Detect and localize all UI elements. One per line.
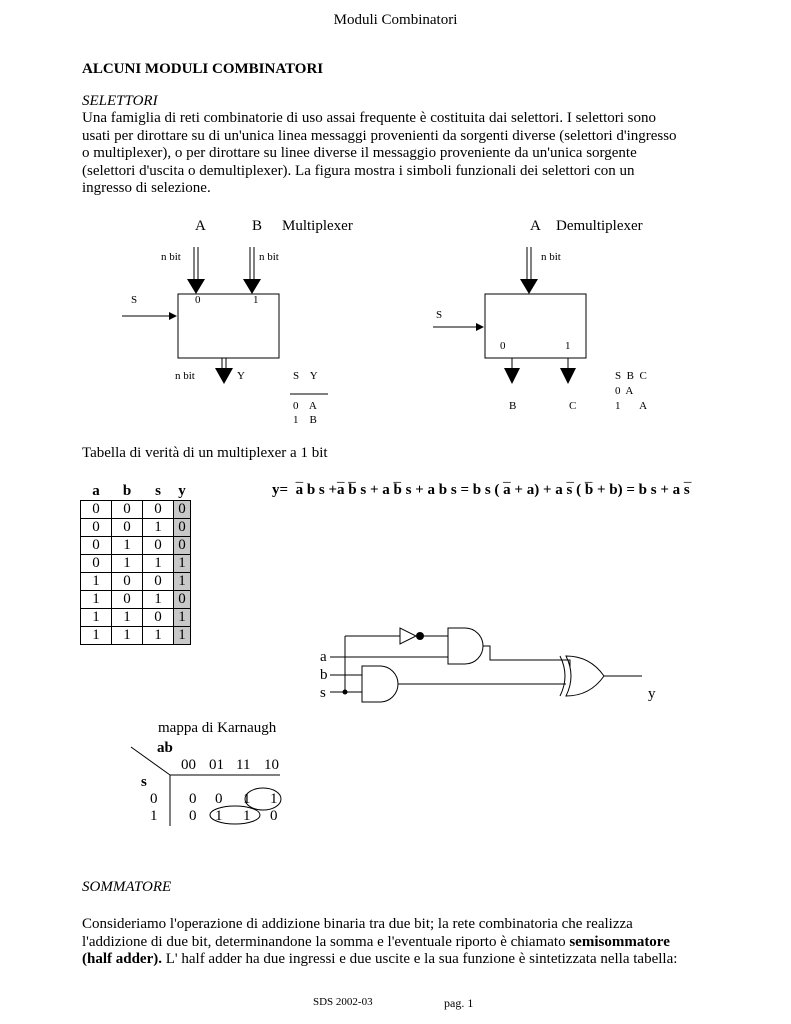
table-cell: 1 [81,627,112,645]
and-gate-1 [448,628,483,664]
table-cell: 1 [81,591,112,609]
selettori-line: ingresso di selezione. [82,180,211,196]
table-cell: 1 [143,555,174,573]
table-cell: 1 [143,627,174,645]
circuit-input-s: s [320,685,326,701]
mux-port-0: 0 [195,294,201,306]
formula-term: b [306,482,316,498]
mux-input-a-arrow [187,247,205,294]
karnaugh-col-header: 00 [181,757,196,773]
section-heading-selettori: SELETTORI [82,93,158,109]
formula-term: a [382,482,390,498]
table-cell: 1 [112,609,143,627]
selettori-line: Una famiglia di reti combinatorie di uso assai frequente è costituita dai selettori. I selettori sono [82,110,656,126]
mux-table-header: S Y [293,370,318,382]
not-gate [400,628,416,644]
mux-nbit-b: n bit [259,251,279,263]
karnaugh-group-ellipse [210,806,260,824]
formula-term: ( [576,482,582,498]
table-cell: 0 [81,519,112,537]
table-cell: 0 [174,537,191,555]
table-cell: 1 [81,573,112,591]
table-cell: 1 [112,627,143,645]
table-cell: 1 [143,591,174,609]
section-heading-sommatore: SOMMATORE [82,879,172,895]
karnaugh-ab-label: ab [157,740,173,756]
demux-block [485,294,586,358]
formula-term: _ b [394,482,402,499]
formula-term: + b) = b s + a [596,482,681,498]
karnaugh-cell: 1 [270,791,278,807]
mux-block [178,294,279,358]
formula-term: _ b [585,482,593,499]
table-cell: 0 [143,573,174,591]
mux-nbit-a: n bit [161,251,181,263]
page-header: Moduli Combinatori [333,12,458,28]
mux-select-label: S [131,294,138,306]
formula-term: _ s [567,482,573,499]
table-cell: 0 [174,501,191,519]
column-header-y: y [178,482,186,499]
table-cell: 0 [112,519,143,537]
formula-term: _ a [503,482,511,499]
formula-term: _ s [684,482,690,499]
circuit-input-a: a [320,649,327,665]
formula-term: a b s = b s ( [427,482,500,498]
formula-term: + a) + a [514,482,563,498]
demux-output-c-label: C [569,400,577,412]
mux-table-row: 1 B [293,414,317,426]
table-cell: 0 [143,501,174,519]
table-cell: 0 [143,609,174,627]
karnaugh-cell: 0 [189,808,197,824]
table-cell: 0 [174,591,191,609]
table-cell: 0 [81,501,112,519]
column-header-s: s [155,482,161,499]
demux-table-row: 0 A [615,385,634,397]
karnaugh-cell: 1 [243,808,251,824]
selettori-line: o multiplexer), o per dirottare su linee diverse il messaggio proveniente da un'unica sorgente [82,145,637,161]
karnaugh-col-header: 10 [264,757,279,773]
table-cell: 1 [174,627,191,645]
table-cell: 0 [112,591,143,609]
demux-title: Demultiplexer [556,218,643,234]
table-cell: 0 [143,537,174,555]
mux-logic-circuit [330,628,642,702]
column-header-b: b [122,482,132,499]
wire-junction [343,690,348,695]
demux-table-header: S B C [615,370,647,382]
mux-table-row: 0 A [293,400,317,412]
demux-nbit-in: n bit [541,251,561,263]
demux-table-row: 1 A [615,400,648,412]
selettori-line: usati per dirottare su di un'unica linea messaggi provenienti da sorgenti diverse (selettori d'ingresso [82,127,677,144]
table-cell: 0 [81,537,112,555]
table-cell: 1 [174,609,191,627]
karnaugh-grid [131,747,281,826]
mux-input-b-arrow [243,247,261,294]
mux-nbit-out: n bit [175,370,195,382]
table-cell: 0 [174,519,191,537]
table-cell: 1 [174,555,191,573]
selettori-line: (selettori d'uscita o demultiplexer). La figura mostra i simboli funzionali dei selettori con un [82,162,635,179]
demux-port-0: 0 [500,340,506,352]
table-cell: 0 [112,573,143,591]
karnaugh-row-label: 1 [150,808,158,824]
karnaugh-cell: 0 [189,791,197,807]
mux-input-a-label: A [195,218,206,234]
demux-output-b-label: B [509,400,517,412]
formula-term: s + [318,482,338,498]
truth-table-caption: Tabella di verità di un multiplexer a 1 bit [82,445,328,461]
formula-term: s + [405,482,424,498]
circuit-output-y: y [648,686,656,702]
demux-output-c-arrow [560,358,576,384]
table-cell: 1 [143,519,174,537]
formula-term: _ a [337,482,345,499]
demux-output-b-arrow [504,358,520,384]
karnaugh-cell: 0 [215,791,223,807]
demux-select-label: S [436,309,443,321]
mux-port-1: 1 [253,294,259,306]
table-cell: 1 [174,573,191,591]
table-cell: 0 [112,501,143,519]
mux-output-arrow [215,358,233,384]
karnaugh-group-ellipse [245,788,281,810]
mux-output-label: Y [237,370,245,382]
formula-term: s + [360,482,379,498]
karnaugh-row-label: 0 [150,791,158,807]
karnaugh-cell: 1 [215,808,223,824]
formula-term: _ a [296,482,304,499]
table-cell: 1 [112,555,143,573]
not-gate-bubble [416,632,424,640]
page-title: ALCUNI MODULI COMBINATORI [82,61,324,77]
karnaugh-title: mappa di Karnaugh [158,720,277,736]
demux-input-a-label: A [530,218,541,234]
karnaugh-cell: 1 [243,791,251,807]
table-cell: 1 [81,609,112,627]
sommatore-text: l'addizione di due bit, determinandone la somma e l'eventuale riporto è chiamato [82,933,570,950]
sommatore-bold: (half adder). [82,951,162,967]
column-header-a: a [92,482,100,499]
footer-code: SDS 2002-03 [313,996,373,1008]
formula-prefix: y= [272,482,289,498]
table-cell: 0 [81,555,112,573]
or-gate [566,656,604,696]
table-cell: 1 [112,537,143,555]
sommatore-text: L' half adder ha due ingressi e due uscite e la sua funzione è sintetizzata nella tabella: [162,951,678,967]
formula-term: _ b [348,482,356,499]
demux-input-arrow [520,247,538,294]
sommatore-bold: semisommatore [569,933,670,950]
circuit-input-b: b [320,667,328,683]
and-gate-2 [362,666,398,702]
mux-input-b-label: B [252,218,263,234]
demux-port-1: 1 [565,340,571,352]
karnaugh-s-label: s [141,774,147,790]
karnaugh-col-header: 01 [209,757,224,773]
sommatore-line: Consideriamo l'operazione di addizione binaria tra due bit; la rete combinatoria che realizza [82,916,633,932]
karnaugh-col-header: 11 [236,757,251,773]
mux-title: Multiplexer [282,218,353,234]
footer-page-number: pag. 1 [444,996,474,1010]
karnaugh-cell: 0 [270,808,278,824]
